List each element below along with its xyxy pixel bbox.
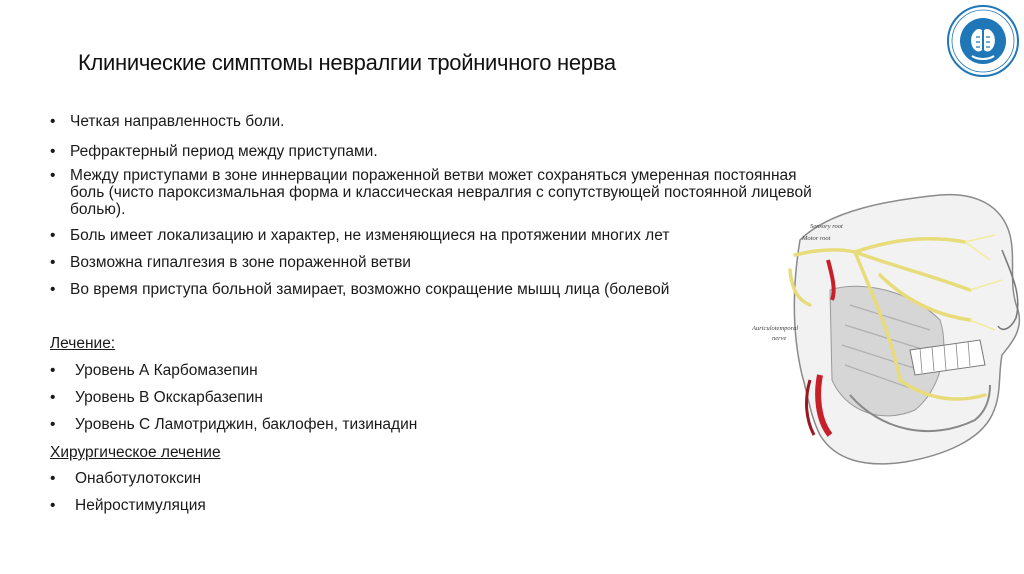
organization-logo	[946, 4, 1020, 78]
label-nerve: nerve	[772, 335, 787, 342]
bullet-glyph: •	[50, 113, 56, 130]
symptom-text: Рефрактерный период между приступами.	[70, 143, 378, 160]
bullet-glyph: •	[50, 362, 56, 379]
bullet-glyph: •	[50, 497, 56, 514]
surgery-heading: Хирургическое лечение	[50, 444, 221, 461]
symptom-text: Боль имеет локализацию и характер, не изменяющиеся на протяжении многих лет	[70, 227, 670, 244]
symptom-text: Между приступами в зоне иннервации пораженной ветви может сохраняться умеренная постоянная боль (чисто пароксизмальная форма и классическая невралгия с сопутствующей постоянной лицевой болью).	[70, 167, 812, 218]
treatment-text: Уровень С Ламотриджин, баклофен, тизинадин	[75, 416, 418, 433]
treatment-text: Уровень В Окскарбазепин	[75, 389, 263, 406]
label-sensory-root: Sensory root	[810, 223, 843, 230]
bullet-glyph: •	[50, 416, 56, 433]
surgery-text: Онаботулотоксин	[75, 470, 202, 487]
bullet-glyph: •	[50, 227, 56, 244]
symptom-text: Во время приступа больной замирает, возможно сокращение мышц лица (болевой	[70, 281, 670, 298]
trigeminal-nerve-illustration	[740, 180, 1024, 480]
treatment-heading: Лечение:	[50, 335, 116, 352]
bullet-glyph: •	[50, 167, 56, 184]
bullet-glyph: •	[50, 143, 56, 160]
symptom-text: Четкая направленность боли.	[70, 113, 285, 130]
slide-title: Клинические симптомы невралгии тройничного нерва	[78, 50, 616, 75]
surgery-text: Нейростимуляция	[75, 497, 206, 514]
bullet-glyph: •	[50, 389, 56, 406]
symptom-text: Возможна гипалгезия в зоне пораженной ветви	[70, 254, 411, 271]
bullet-glyph: •	[50, 254, 56, 271]
bullet-glyph: •	[50, 281, 56, 298]
treatment-text: Уровень А Карбомазепин	[75, 362, 258, 379]
bullet-glyph: •	[50, 470, 56, 487]
label-motor-root: Motor root	[802, 235, 831, 242]
label-auriculotemporal: Auriculotemporal	[752, 325, 799, 332]
